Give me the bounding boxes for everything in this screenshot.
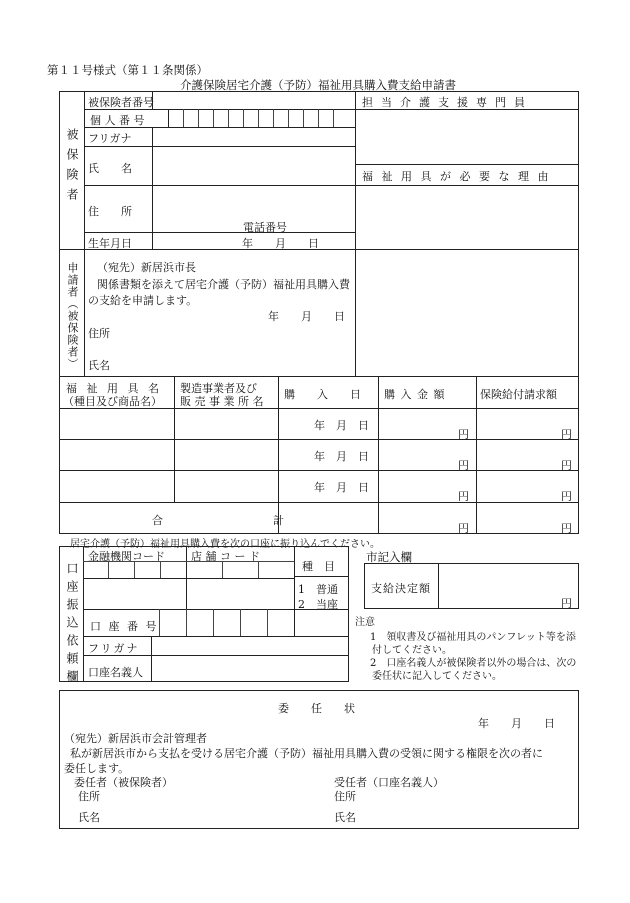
applicant-side-label: 申請者（被保険者）: [66, 262, 79, 370]
delegation-date[interactable]: 年 月 日: [478, 717, 555, 730]
row3-claim-yen: 円: [561, 490, 572, 503]
total-claim-yen: 円: [561, 522, 572, 535]
branch-code-boxes[interactable]: [186, 561, 294, 579]
insured-name-label: 氏 名: [88, 162, 132, 175]
account-number-boxes[interactable]: [159, 609, 294, 636]
total-yen: 円: [458, 522, 469, 535]
insured-side-label: 被保険者: [65, 128, 79, 208]
insured-address-label: 住 所: [88, 205, 132, 218]
holder-furigana-input[interactable]: [156, 639, 344, 653]
applicant-text-2: の支給を申請します。: [88, 294, 198, 307]
total-label: 合 計: [152, 514, 284, 527]
personal-number-label: 個 人 番 号: [90, 114, 145, 127]
delegatee-name-input[interactable]: [362, 807, 562, 821]
insured-furigana-label: フリガナ: [88, 132, 132, 145]
delegation-title: 委 任 状: [278, 702, 355, 715]
insured-name-input[interactable]: [156, 158, 351, 174]
insured-address-input[interactable]: [156, 195, 351, 211]
row1-yen: 円: [458, 428, 469, 441]
row2-claim-yen: 円: [561, 459, 572, 472]
account-type-label: 種 目: [302, 560, 335, 573]
th-claim-amount: 保険給付請求額: [480, 388, 557, 401]
applicant-name-input[interactable]: [118, 355, 348, 371]
row2-date[interactable]: 年 月 日: [314, 450, 369, 463]
th-purchase-date: 購 入 日: [284, 388, 361, 401]
delegation-text-2: 委任します。: [64, 762, 130, 775]
insured-furigana-input[interactable]: [156, 130, 351, 144]
birthdate-value[interactable]: 年 月 日: [242, 237, 319, 250]
note-1a: 1 領収書及び福祉用具のパンフレット等を添: [370, 632, 576, 643]
birthdate-label: 生年月日: [88, 237, 132, 250]
delegatee-address-label: 住所: [334, 790, 356, 803]
th-item-name: 福 祉 用 具 名: [66, 382, 162, 395]
account-number-label: 口 座 番 号: [90, 620, 159, 633]
th-seller: 販 売 事 業 所 名: [180, 395, 264, 408]
care-manager-label: 担当介護支援専門員: [362, 96, 533, 109]
city-use-label: 市記入欄: [366, 550, 412, 564]
delegation-addressee: （宛先）新居浜市会計管理者: [64, 732, 207, 745]
form-title: 介護保険居宅介護（予防）福祉用具購入費支給申請書: [180, 78, 456, 92]
branch-code-label: 店 舗 コ ー ド: [191, 550, 260, 563]
insured-phone-label: 電話番号: [243, 221, 287, 234]
note-1b: 付してください。: [372, 645, 452, 656]
applicant-date[interactable]: 年 月 日: [268, 310, 345, 323]
decision-amount-yen: 円: [561, 597, 572, 610]
delegator-name-input[interactable]: [106, 807, 306, 821]
bank-code-boxes[interactable]: [83, 561, 186, 579]
row2-yen: 円: [458, 459, 469, 472]
account-type-current[interactable]: 2 当座: [298, 598, 338, 611]
reason-label: 福祉用具が必要な理由: [362, 170, 557, 183]
holder-furigana-label: フリガナ: [88, 642, 140, 655]
holder-label: 口座名義人: [88, 666, 143, 679]
applicant-text-1: 関係書類を添えて居宅介護（予防）福祉用具購入費: [97, 278, 350, 291]
note-2b: 委任状に記入してください。: [372, 671, 502, 682]
th-item-sub: （種目及び商品名）: [63, 395, 162, 408]
delegator-address-input[interactable]: [106, 786, 306, 800]
notes-heading: 注意: [355, 617, 375, 628]
holder-input[interactable]: [156, 661, 344, 677]
bank-intro: 居宅介護（予防）福祉用具購入費を次の口座に振り込んでください。: [70, 539, 380, 550]
th-maker: 製造事業者及び: [180, 382, 257, 395]
insured-number-input[interactable]: [156, 93, 351, 107]
delegatee-label: 受任者（口座名義人）: [334, 776, 444, 789]
delegation-text-1: 私が新居浜市から支払を受ける居宅介護（予防）福祉用具購入費の受領に関する権限を次の者に: [70, 747, 543, 760]
delegator-address-label: 住所: [78, 790, 100, 803]
row1-claim-yen: 円: [561, 428, 572, 441]
delegator-name-label: 氏名: [78, 811, 100, 824]
applicant-addressee: （宛先）新居浜市長: [97, 261, 196, 274]
insured-number-label: 被保険者番号: [88, 96, 154, 109]
applicant-address-label: 住所: [88, 327, 110, 340]
row3-date[interactable]: 年 月 日: [314, 481, 369, 494]
delegatee-address-input[interactable]: [362, 786, 562, 800]
decision-amount-label: 支給決定額: [371, 582, 431, 595]
applicant-address-input[interactable]: [118, 323, 348, 339]
delegator-label: 委任者（被保険者）: [74, 776, 173, 789]
delegatee-name-label: 氏名: [334, 811, 356, 824]
applicant-name-label: 氏名: [88, 359, 110, 372]
form-number: 第１１号様式（第１１条関係）: [47, 63, 208, 77]
personal-number-boxes[interactable]: [168, 109, 355, 127]
bank-code-label: 金融機関コード: [88, 550, 165, 563]
th-purchase-amount: 購 入 金 額: [384, 388, 446, 401]
note-2a: 2 口座名義人が被保険者以外の場合は、次の: [370, 658, 577, 669]
row3-yen: 円: [458, 490, 469, 503]
account-type-ordinary[interactable]: 1 普通: [298, 583, 338, 596]
row1-date[interactable]: 年 月 日: [314, 419, 369, 432]
bank-side-label: 口座振込依頼欄: [65, 562, 79, 688]
